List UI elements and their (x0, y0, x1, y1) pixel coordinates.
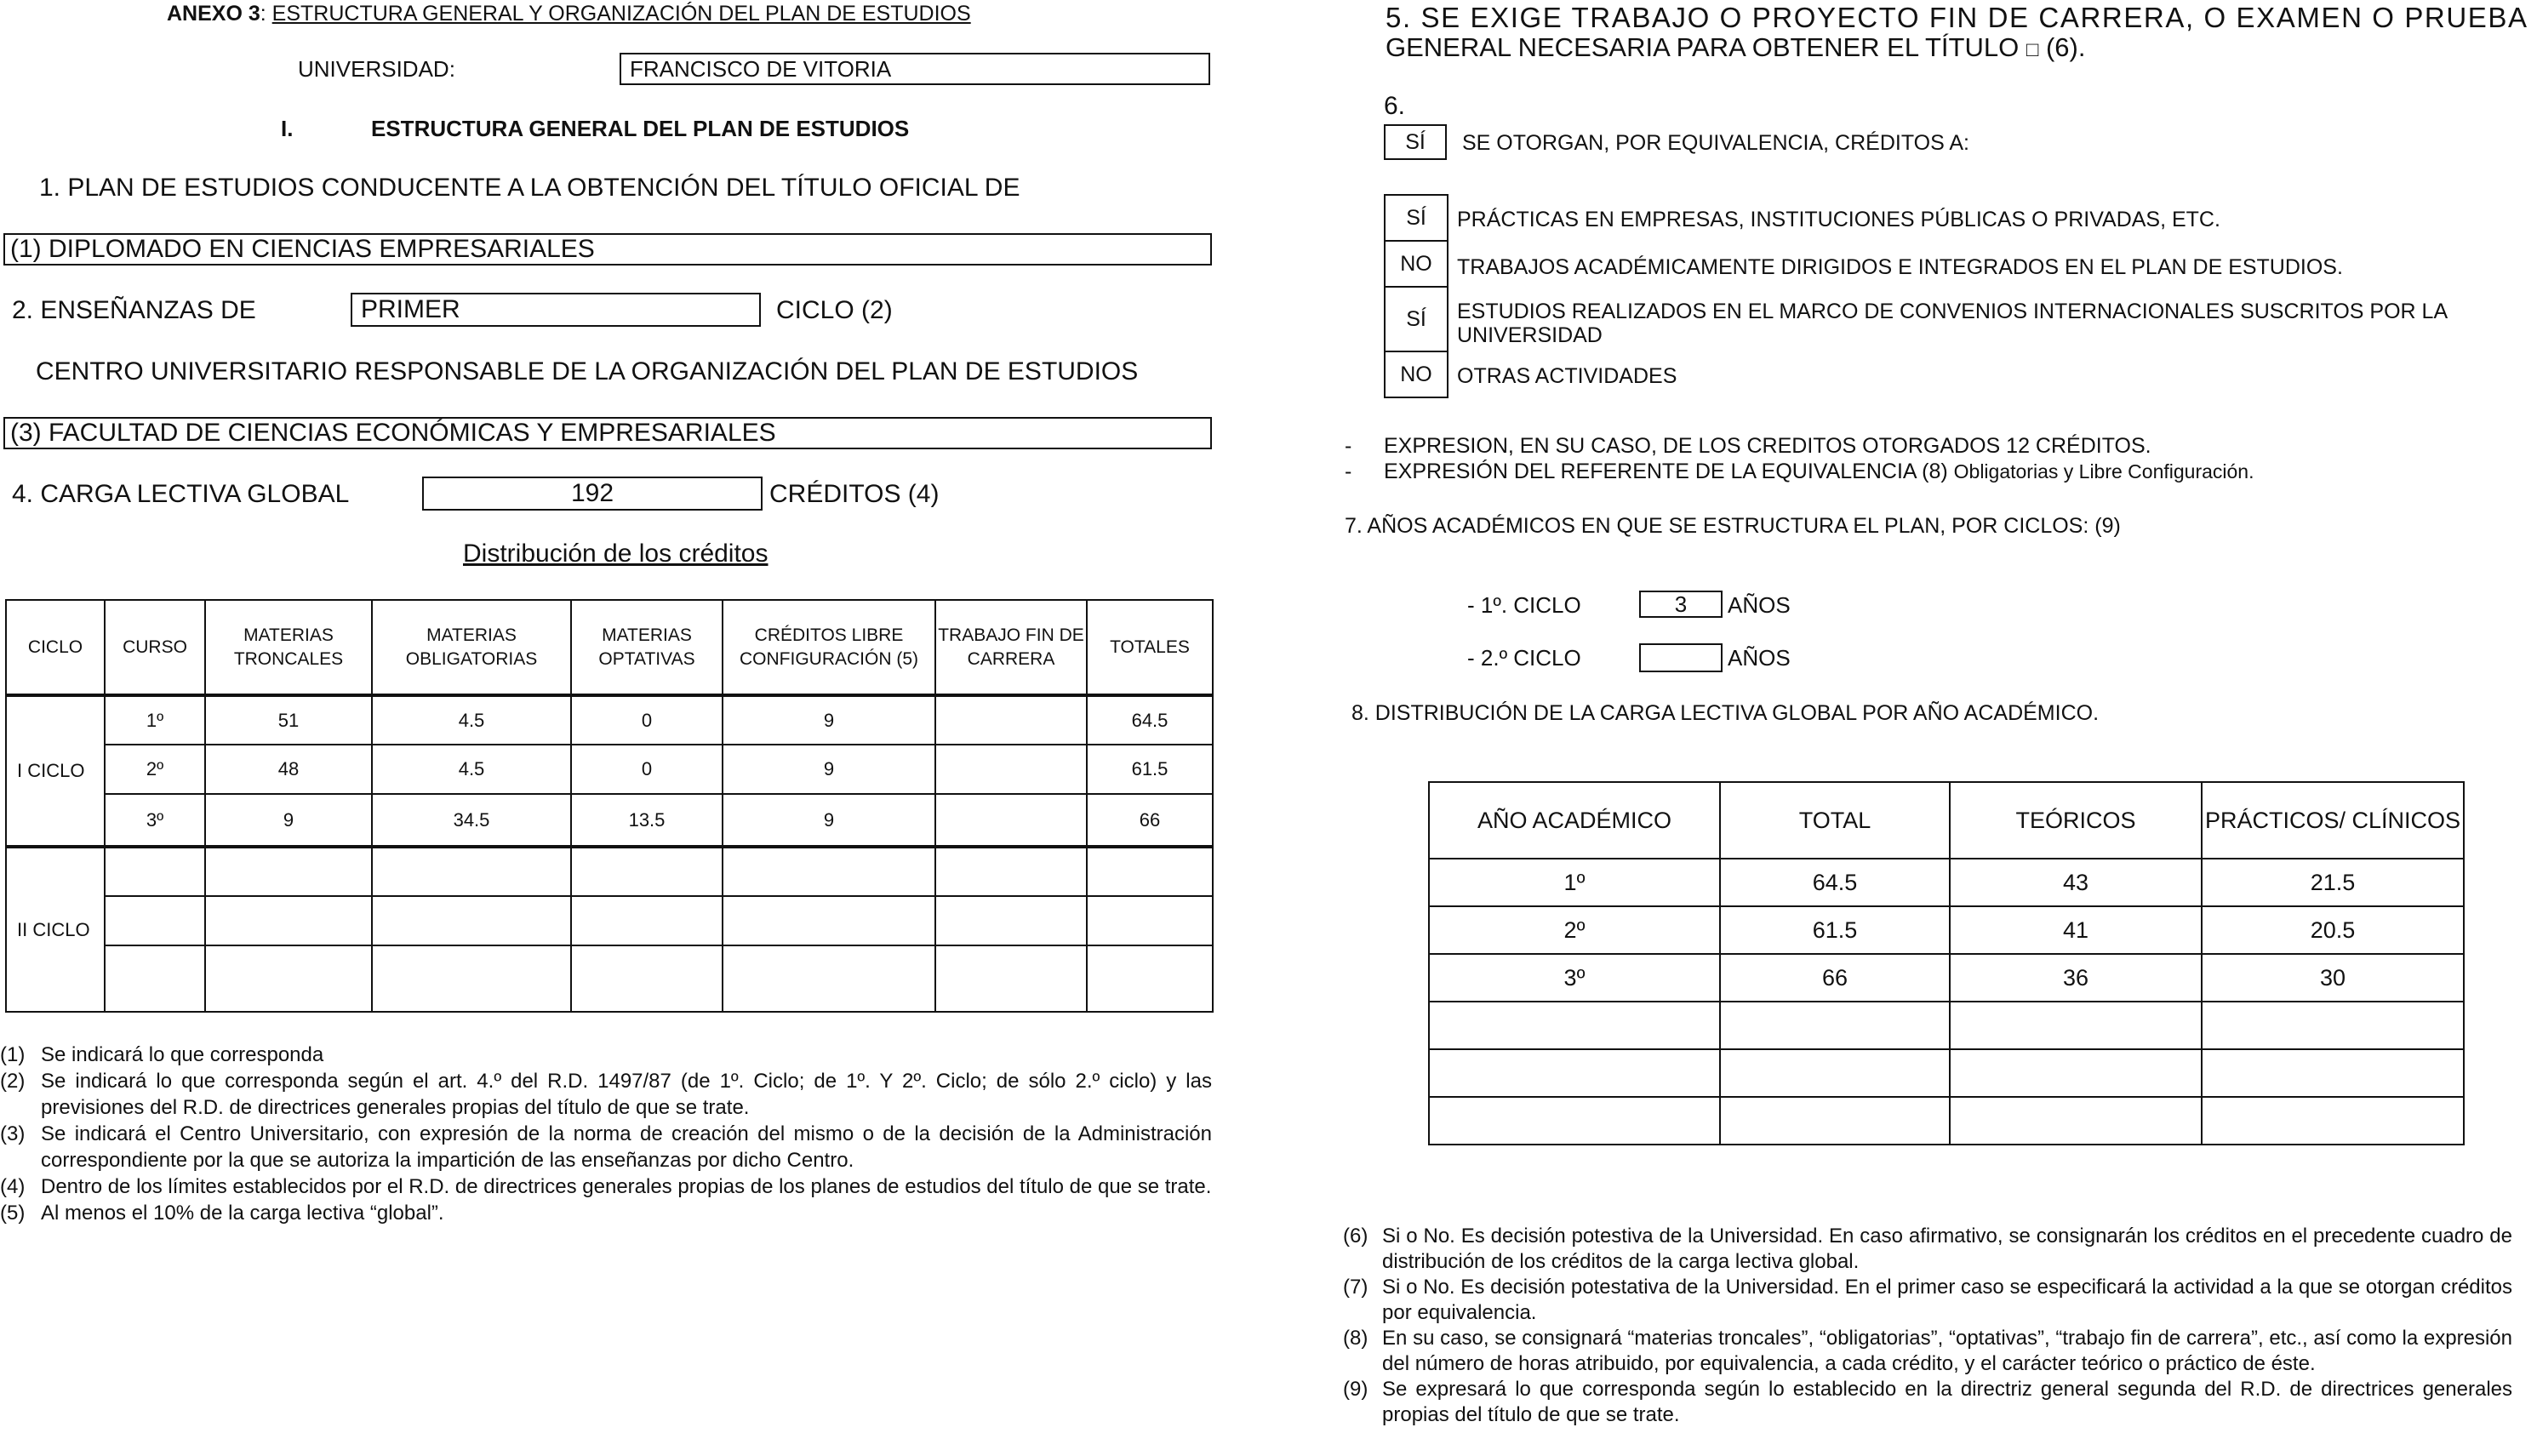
table-row (1429, 859, 2464, 906)
table-cell: 41 (1950, 906, 2202, 954)
equivalence-text: ESTUDIOS REALIZADOS EN EL MARCO DE CONVENIOS INTERNACIONALES SUSCRITOS POR LA UNIVERSIDAD (1457, 300, 2447, 347)
academic-years-label: 7. AÑOS ACADÉMICOS EN QUE SE ESTRUCTURA EL PLAN, POR CICLOS: (9) (1345, 514, 2121, 538)
header-year: AÑO ACADÉMICO (1429, 782, 1720, 859)
table-row (1429, 1049, 2464, 1097)
table-cell: 0 (571, 745, 723, 794)
table-cell: 51 (205, 695, 372, 745)
years-unit: AÑOS (1728, 645, 1791, 671)
header-libre-configuracion: CRÉDITOS LIBRE CONFIGURACIÓN (5) (723, 600, 935, 695)
footnote-text: Al menos el 10% de la carga lectiva “global”. (41, 1202, 444, 1225)
footnote-number: (7) (1343, 1276, 1368, 1299)
table-cell (205, 945, 372, 1012)
table-cell (571, 847, 723, 896)
footnote-number: (9) (1343, 1378, 1368, 1401)
table-cell: 48 (205, 745, 372, 794)
footnote-number: (4) (0, 1175, 26, 1198)
equivalence-text: PRÁCTICAS EN EMPRESAS, INSTITUCIONES PÚBLICAS O PRIVADAS, ETC. (1457, 208, 2220, 231)
table-cell: 4.5 (372, 745, 571, 794)
table-cell: 43 (1950, 859, 2202, 906)
table-cell: 21.5 (2202, 859, 2464, 906)
footnote (1343, 1377, 2512, 1428)
cycle2-years-field (1639, 643, 1723, 672)
table-cell: 3º (105, 794, 205, 847)
table-row (6, 945, 1213, 1012)
footnote-number: (5) (0, 1202, 26, 1225)
footnote (1343, 1224, 2512, 1275)
footnote-number: (3) (0, 1122, 26, 1145)
final-project-line2 (1386, 32, 2085, 63)
item6-answer: SÍ (1384, 124, 1447, 160)
table-cell (372, 847, 571, 896)
table-cell (1720, 1097, 1950, 1145)
table-row (6, 695, 1213, 745)
footnote-number: (2) (0, 1070, 26, 1093)
table-row (6, 847, 1213, 896)
table-cell: 3º (1429, 954, 1720, 1002)
university-label: UNIVERSIDAD: (298, 56, 455, 82)
item6-label: SE OTORGAN, POR EQUIVALENCIA, CRÉDITOS A: (1462, 131, 1969, 155)
left-footnotes (0, 1042, 1212, 1226)
table-cell: 4.5 (372, 695, 571, 745)
header-optativas: MATERIAS OPTATIVAS (571, 600, 723, 695)
table-cell: 20.5 (2202, 906, 2464, 954)
degree-field: (1) DIPLOMADO EN CIENCIAS EMPRESARIALES (3, 233, 1212, 266)
header-practice: PRÁCTICOS/ CLÍNICOS (2202, 782, 2464, 859)
final-project-line1: 5. SE EXIGE TRABAJO O PROYECTO FIN DE CARRERA, O EXAMEN O PRUEBA (1386, 2, 2528, 33)
footnote-number: (6) (1343, 1225, 1368, 1248)
cycle-2-label: II CICLO (6, 847, 105, 1012)
table-row (1429, 1097, 2464, 1145)
annex-separator: : (260, 2, 266, 26)
expression-credits: EXPRESION, EN SU CASO, DE LOS CREDITOS OTORGADOS 12 CRÉDITOS. (1384, 434, 2151, 458)
table-cell (372, 945, 571, 1012)
table-cell: 1º (105, 695, 205, 745)
table-cell (1087, 847, 1213, 896)
footnote-text: Dentro de los límites establecidos por el R.D. de directrices generales propias de los planes de estudios del título de que se trate. (41, 1175, 1212, 1198)
right-footnotes (1343, 1224, 2512, 1428)
header-totales: TOTALES (1087, 600, 1213, 695)
expression-reference-value: Obligatorias y Libre Configuración. (1953, 460, 2254, 482)
table-cell (935, 945, 1087, 1012)
header-ciclo: CICLO (6, 600, 105, 695)
footnote-text: Si o No. Es decisión potestiva de la Universidad. En caso afirmativo, se consignarán los créditos en el precedente cuadro de distribución de los créditos de la carga lectiva global. (1382, 1225, 2512, 1273)
equivalence-answer: SÍ (1384, 286, 1448, 352)
table-cell (2202, 1049, 2464, 1097)
table-cell (1087, 945, 1213, 1012)
cycle1-label: - 1º. CICLO (1467, 592, 1581, 618)
expression-reference (1384, 460, 2254, 484)
table-cell (571, 945, 723, 1012)
table-cell (723, 945, 935, 1012)
footnote (1343, 1326, 2512, 1377)
year-distribution-table (1428, 781, 2465, 1145)
footnote-text: Se indicará lo que corresponda (41, 1043, 324, 1066)
table-cell: 9 (723, 794, 935, 847)
table-cell (1429, 1002, 1720, 1049)
table-cell (205, 847, 372, 896)
table-cell: 9 (723, 695, 935, 745)
table-cell (571, 896, 723, 945)
center-field: (3) FACULTAD DE CIENCIAS ECONÓMICAS Y EMPRESARIALES (3, 417, 1212, 449)
footnote (0, 1042, 1212, 1068)
cycle2-label: - 2.º CICLO (1467, 645, 1581, 671)
expression-dash: - (1345, 434, 1352, 458)
table-cell (2202, 1097, 2464, 1145)
table-cell (205, 896, 372, 945)
table-row (1429, 1002, 2464, 1049)
header-theory: TEÓRICOS (1950, 782, 2202, 859)
expression-dash: - (1345, 460, 1352, 483)
cycle-1-label: I CICLO (6, 695, 105, 847)
distribution-title: Distribución de los créditos (463, 540, 769, 568)
footnote-text: En su caso, se consignará “materias troncales”, “obligatorias”, “optativas”, “trabajo fin de carrera”, etc., así como la expresión del número de horas atribuido, por equivalencia, a cada crédito, y el carácter teórico o práctico de éste. (1382, 1327, 2512, 1375)
table-cell: 9 (205, 794, 372, 847)
footnote-number: (1) (0, 1043, 26, 1066)
table-cell (1429, 1049, 1720, 1097)
footnote (1343, 1275, 2512, 1326)
table-row (1429, 906, 2464, 954)
table-cell: 66 (1720, 954, 1950, 1002)
table-cell (105, 847, 205, 896)
table-row (6, 794, 1213, 847)
checkbox-icon: □ (2026, 38, 2039, 61)
table-cell (935, 794, 1087, 847)
table-cell: 30 (2202, 954, 2464, 1002)
footnote-number: (8) (1343, 1327, 1368, 1350)
table-cell (1720, 1002, 1950, 1049)
center-label: CENTRO UNIVERSITARIO RESPONSABLE DE LA ORGANIZACIÓN DEL PLAN DE ESTUDIOS (36, 357, 1139, 385)
cycle1-years-field: 3 (1639, 591, 1723, 618)
table-cell (1950, 1002, 2202, 1049)
annex-label: ANEXO 3 (167, 2, 260, 26)
table-cell (935, 847, 1087, 896)
footnote-text: Si o No. Es decisión potestativa de la Universidad. En el primer caso se especificará la actividad a la que se otorgan créditos por equivalencia. (1382, 1276, 2512, 1324)
table-cell (372, 896, 571, 945)
footnote-text: Se indicará lo que corresponda según el art. 4.º del R.D. 1497/87 (de 1º. Ciclo; de 1º. Y 2º. Ciclo; de sólo 2.º ciclo) y las previsiones del R.D. de directrices generales propias del título de que se trate. (41, 1070, 1212, 1119)
load-suffix: CRÉDITOS (4) (769, 480, 940, 508)
table-cell: 61.5 (1720, 906, 1950, 954)
table-cell (935, 896, 1087, 945)
footnote (0, 1200, 1212, 1226)
teaching-label: 2. ENSEÑANZAS DE (12, 296, 256, 324)
equivalence-text: OTRAS ACTIVIDADES (1457, 364, 1677, 388)
table-cell (723, 847, 935, 896)
teaching-cycle-field: PRIMER (351, 293, 761, 327)
table-cell (935, 695, 1087, 745)
table-cell: 1º (1429, 859, 1720, 906)
header-total: TOTAL (1720, 782, 1950, 859)
table-cell (1950, 1097, 2202, 1145)
table-cell: 9 (723, 745, 935, 794)
load-label: 4. CARGA LECTIVA GLOBAL (12, 480, 350, 508)
years-unit: AÑOS (1728, 592, 1791, 618)
footnote (0, 1173, 1212, 1200)
table-row (6, 896, 1213, 945)
teaching-suffix: CICLO (2) (776, 296, 893, 324)
load-distribution-label: 8. DISTRIBUCIÓN DE LA CARGA LECTIVA GLOBAL POR AÑO ACADÉMICO. (1351, 701, 2100, 725)
table-cell: 2º (105, 745, 205, 794)
load-field: 192 (422, 477, 763, 511)
equivalence-answer: SÍ (1384, 194, 1448, 242)
table-cell (105, 945, 205, 1012)
table-row (1429, 954, 2464, 1002)
footnote (0, 1121, 1212, 1173)
annex-heading (167, 2, 971, 26)
table-cell (105, 896, 205, 945)
table-cell: 66 (1087, 794, 1213, 847)
footnote (0, 1068, 1212, 1121)
table-cell: 64.5 (1087, 695, 1213, 745)
header-troncales: MATERIAS TRONCALES (205, 600, 372, 695)
footnote-text: Se expresará lo que corresponda según lo establecido en la directriz general segunda del R.D. de directrices generales propias del título de que se trate. (1382, 1378, 2512, 1426)
equivalence-text: TRABAJOS ACADÉMICAMENTE DIRIGIDOS E INTEGRADOS EN EL PLAN DE ESTUDIOS. (1457, 255, 2343, 279)
table-row (6, 745, 1213, 794)
header-obligatorias: MATERIAS OBLIGATORIAS (372, 600, 571, 695)
credit-distribution-table (5, 599, 1214, 1013)
table-cell: 2º (1429, 906, 1720, 954)
item6-number: 6. (1384, 92, 1406, 120)
table-cell (723, 896, 935, 945)
table-cell: 61.5 (1087, 745, 1213, 794)
expression-reference-label: EXPRESIÓN DEL REFERENTE DE LA EQUIVALENCIA (8) (1384, 460, 1948, 483)
equivalence-answer: NO (1384, 351, 1448, 398)
header-trabajo-fin: TRABAJO FIN DE CARRERA (935, 600, 1087, 695)
footnote-text: Se indicará el Centro Universitario, con expresión de la norma de creación del mismo o de la decisión de la Administración correspondiente por la que se autoriza la impartición de las enseñanzas por dicho Centro. (41, 1122, 1212, 1172)
table-cell (2202, 1002, 2464, 1049)
section-number: I. (281, 116, 294, 141)
table-cell (1950, 1049, 2202, 1097)
table-cell: 36 (1950, 954, 2202, 1002)
final-project-text: GENERAL NECESARIA PARA OBTENER EL TÍTULO (1386, 32, 2020, 62)
section-title: ESTRUCTURA GENERAL DEL PLAN DE ESTUDIOS (371, 116, 910, 141)
university-field: FRANCISCO DE VITORIA (620, 53, 1210, 85)
table-cell: 64.5 (1720, 859, 1950, 906)
table-cell: 13.5 (571, 794, 723, 847)
table-cell: 34.5 (372, 794, 571, 847)
table-cell (1087, 896, 1213, 945)
table-cell (935, 745, 1087, 794)
degree-label: 1. PLAN DE ESTUDIOS CONDUCENTE A LA OBTENCIÓN DEL TÍTULO OFICIAL DE (39, 174, 1020, 202)
final-project-ref: (6). (2045, 32, 2086, 62)
annex-title: ESTRUCTURA GENERAL Y ORGANIZACIÓN DEL PLAN DE ESTUDIOS (271, 2, 971, 26)
table-cell: 0 (571, 695, 723, 745)
table-cell (1720, 1049, 1950, 1097)
table-cell (1429, 1097, 1720, 1145)
header-curso: CURSO (105, 600, 205, 695)
equivalence-answer: NO (1384, 240, 1448, 288)
